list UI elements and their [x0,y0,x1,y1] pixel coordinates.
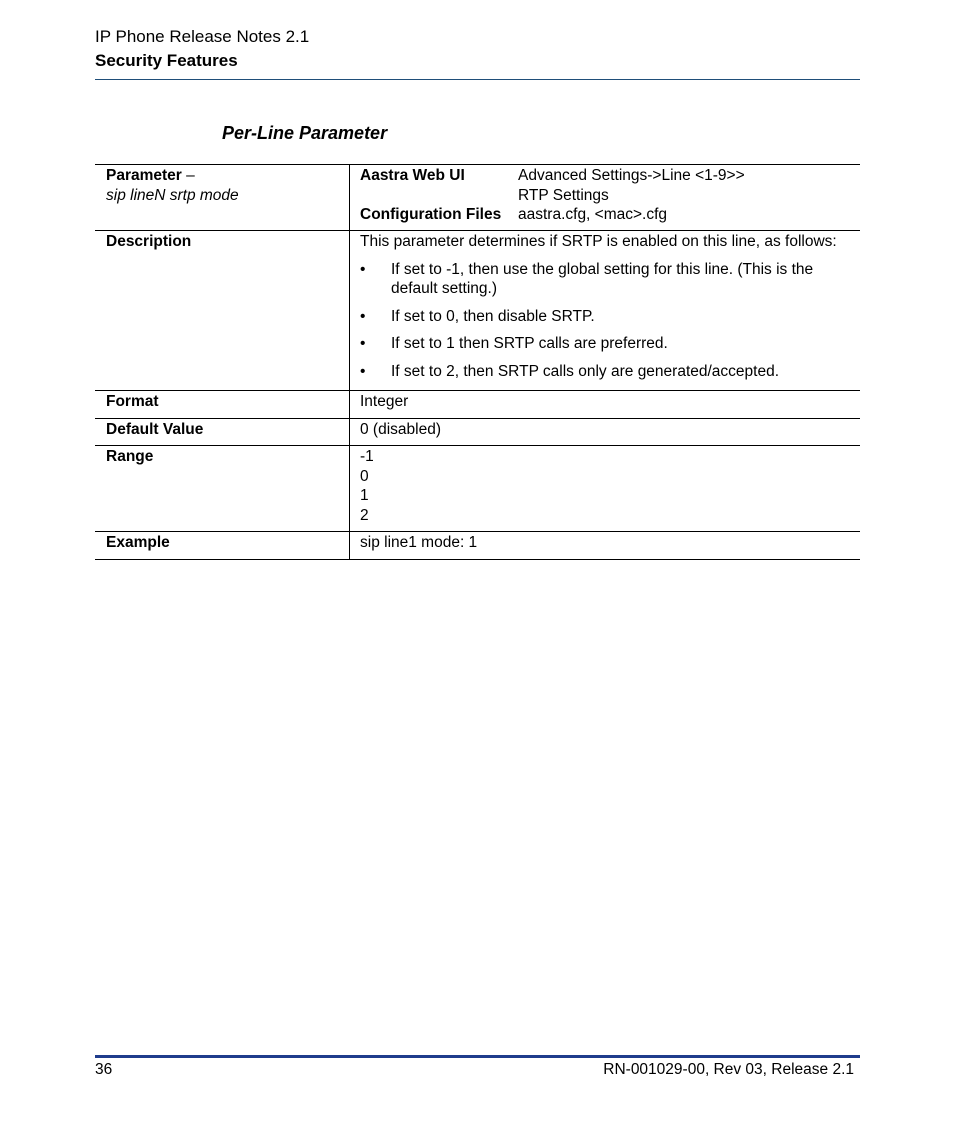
parameter-label: Parameter [106,167,182,184]
list-item [360,334,860,354]
table-row-range [95,446,860,532]
description-intro: This parameter determines if SRTP is enabled on this line, as follows: [360,233,837,250]
example-label: Example [106,534,170,551]
default-value-value-cell [350,419,861,446]
range-value-cell [350,446,861,532]
description-bullet-list [360,260,860,382]
table-row-parameter [95,165,860,231]
web-ui-label: Aastra Web UI [360,167,465,184]
config-files-value: aastra.cfg, <mac>.cfg [518,206,668,223]
document-revision: RN-001029-00, Rev 03, Release 2.1 [603,1061,854,1078]
default-value-label: Default Value [106,421,204,438]
range-value: 2 [360,506,369,524]
example-value: sip line1 mode: 1 [360,534,478,551]
default-value-label-cell [95,419,350,446]
parameter-dash: – [181,167,195,184]
bullet-icon: • [360,335,366,352]
example-label-cell [95,532,350,560]
config-files-label: Configuration Files [360,206,502,223]
web-ui-path-2: RTP Settings [518,186,609,204]
list-item [360,362,860,382]
parameter-name: sip lineN srtp mode [106,186,239,204]
bullet-text: If set to 1 then SRTP calls are preferred. [391,335,668,352]
document-title: IP Phone Release Notes 2.1 [95,27,310,46]
description-label-cell [95,231,350,391]
range-value: -1 [360,448,374,465]
table-row-default-value [95,419,860,446]
table-row-description [95,231,860,391]
description-label: Description [106,233,192,250]
format-label-cell [95,391,350,419]
bullet-text: If set to -1, then use the global setting for this line. (This is the default setting.) [391,260,814,297]
format-value: Integer [360,393,409,410]
range-value: 1 [360,487,369,504]
table-row-example [95,532,860,560]
list-item [360,260,860,299]
format-label: Format [106,393,159,410]
bullet-icon: • [360,260,366,278]
bullet-text: If set to 0, then disable SRTP. [391,307,595,325]
footer-divider [95,1055,860,1058]
page-number: 36 [95,1061,113,1078]
parameter-section-title: Per-Line Parameter [222,123,388,143]
range-label-cell [95,446,350,532]
section-heading: Security Features [95,51,238,70]
range-label: Range [106,448,154,465]
list-item [360,307,860,327]
parameter-location-grid [360,166,860,225]
table-row-format [95,391,860,419]
bullet-text: If set to 2, then SRTP calls only are generated/accepted. [391,362,780,380]
format-value-cell [350,391,861,419]
parameter-value-cell [350,165,861,231]
default-value-value: 0 (disabled) [360,421,441,438]
example-value-cell [350,532,861,560]
range-value: 0 [360,467,369,485]
header-divider [95,79,860,80]
web-ui-path-1: Advanced Settings->Line <1-9>> [518,167,745,184]
bullet-icon: • [360,307,366,325]
parameter-table [95,164,860,560]
description-value-cell [350,231,861,391]
bullet-icon: • [360,362,366,380]
parameter-label-cell [95,165,350,231]
